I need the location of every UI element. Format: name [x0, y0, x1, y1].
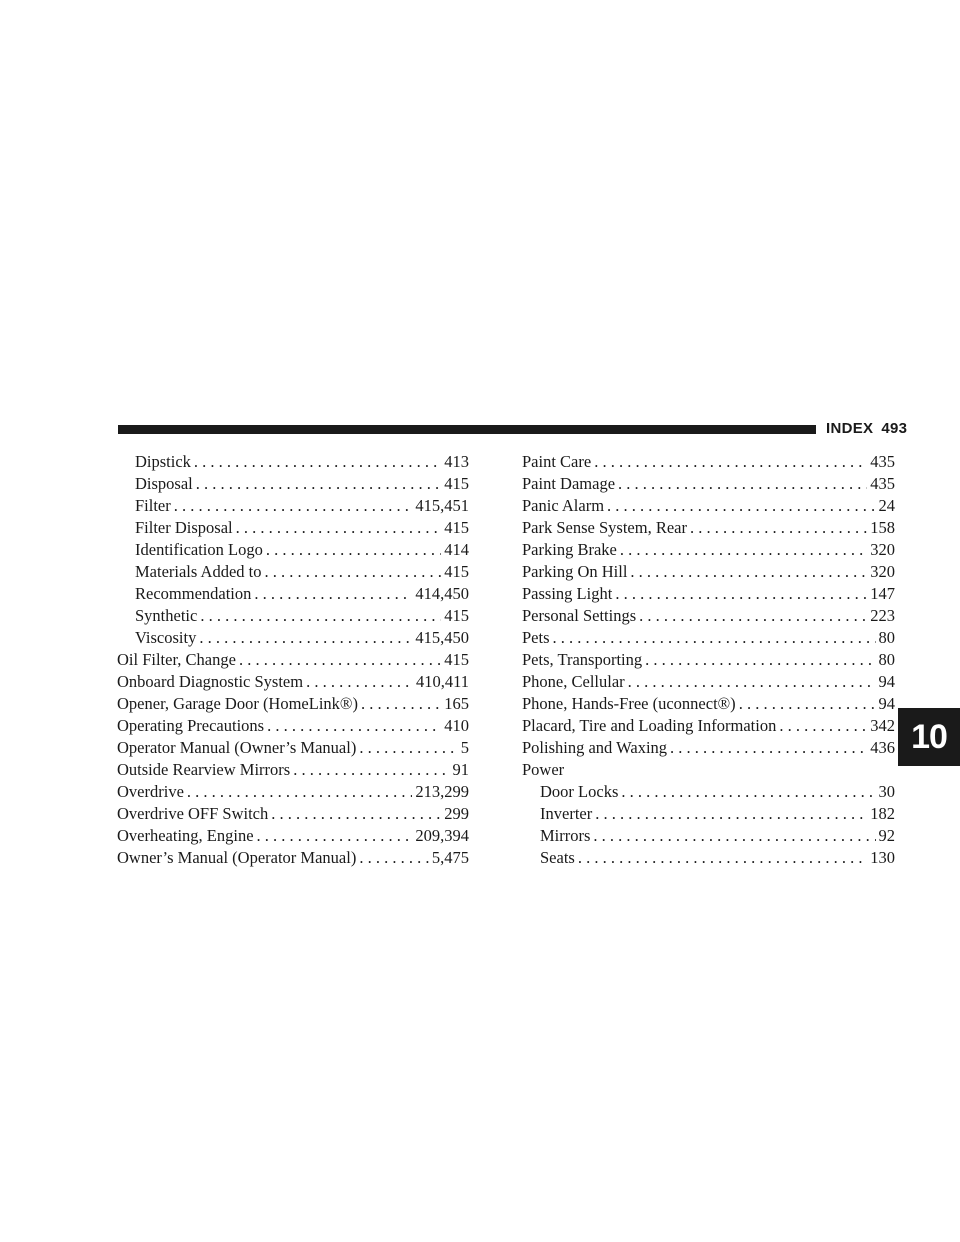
entry-pages: 410: [444, 716, 469, 735]
entry-pages: 80: [878, 628, 895, 647]
entry-label: Filter Disposal: [135, 518, 233, 537]
dot-leader: [593, 825, 875, 847]
dot-leader: [271, 803, 441, 825]
index-entry: [522, 715, 895, 737]
dot-leader: [594, 451, 867, 473]
entry-label: Filter: [135, 496, 171, 515]
entry-pages: 413: [444, 452, 469, 471]
running-header: [826, 420, 907, 437]
entry-pages: 299: [444, 804, 469, 823]
index-entry: [522, 451, 895, 473]
dot-leader: [670, 737, 867, 759]
entry-pages: 92: [878, 826, 895, 845]
index-entry: [522, 847, 895, 869]
dot-leader: [359, 737, 457, 759]
entry-label: Panic Alarm: [522, 496, 605, 515]
index-entry: [117, 517, 469, 539]
entry-pages: 414,450: [415, 584, 469, 603]
index-column-left: [117, 451, 469, 869]
entry-label: Placard, Tire and Loading Information: [522, 716, 777, 735]
dot-leader: [257, 825, 413, 847]
entry-label: Owner’s Manual (Operator Manual): [117, 848, 357, 867]
header-rule: [118, 425, 816, 434]
entry-pages: 80: [878, 650, 895, 669]
index-entry: [522, 517, 895, 539]
entry-pages: 5,475: [431, 848, 469, 867]
entry-pages: 213,299: [415, 782, 469, 801]
index-entry: [117, 627, 469, 649]
entry-pages: 94: [878, 694, 895, 713]
entry-label: Seats: [540, 848, 575, 867]
index-entry: [522, 495, 895, 517]
entry-label: Parking Brake: [522, 540, 617, 559]
entry-pages: 415: [444, 562, 469, 581]
entry-label: Polishing and Waxing: [522, 738, 668, 757]
dot-leader: [196, 473, 442, 495]
index-entry: [522, 561, 895, 583]
entry-pages: 320: [870, 562, 895, 581]
section-tab: 10: [898, 708, 960, 766]
dot-leader: [639, 605, 867, 627]
entry-pages: 165: [444, 694, 469, 713]
entry-pages: 30: [878, 782, 895, 801]
entry-label: Passing Light: [522, 584, 613, 603]
entry-pages: 158: [870, 518, 895, 537]
index-entry: [117, 825, 469, 847]
index-entry: [522, 539, 895, 561]
entry-label: Opener, Garage Door (HomeLink®): [117, 694, 358, 713]
entry-pages: 320: [870, 540, 895, 559]
index-entry: [522, 627, 895, 649]
index-entry: [522, 759, 895, 781]
index-entry: [522, 693, 895, 715]
entry-pages: 415: [444, 474, 469, 493]
header-label: INDEX: [826, 420, 874, 437]
dot-leader: [553, 627, 876, 649]
dot-leader: [621, 781, 875, 803]
dot-leader: [595, 803, 867, 825]
dot-leader: [628, 671, 876, 693]
entry-pages: 91: [452, 760, 469, 779]
index-entry: [117, 649, 469, 671]
index-entry: [117, 605, 469, 627]
index-entry: [117, 671, 469, 693]
entry-pages: 414: [444, 540, 469, 559]
entry-label: Synthetic: [135, 606, 198, 625]
index-entry: [117, 847, 469, 869]
entry-label: Operating Precautions: [117, 716, 265, 735]
dot-leader: [739, 693, 876, 715]
dot-leader: [239, 649, 441, 671]
dot-leader: [266, 539, 441, 561]
dot-leader: [293, 759, 449, 781]
index-entry: [522, 605, 895, 627]
dot-leader: [194, 451, 441, 473]
entry-pages: 182: [870, 804, 895, 823]
index-entry: [117, 495, 469, 517]
index-entry: [522, 583, 895, 605]
dot-leader: [199, 627, 412, 649]
index-entry: [117, 561, 469, 583]
index-entry: [522, 803, 895, 825]
entry-label: Pets, Transporting: [522, 650, 643, 669]
page-number: 493: [881, 420, 908, 437]
index-entry: [522, 649, 895, 671]
entry-label: Operator Manual (Owner’s Manual): [117, 738, 357, 757]
index-entry: [117, 737, 469, 759]
index-entry: [117, 451, 469, 473]
index-entry: [117, 473, 469, 495]
entry-label: Parking On Hill: [522, 562, 628, 581]
dot-leader: [306, 671, 413, 693]
entry-label: Power: [522, 760, 565, 779]
dot-leader: [615, 583, 867, 605]
entry-label: Phone, Cellular: [522, 672, 625, 691]
index-entry: [117, 539, 469, 561]
entry-label: Overdrive OFF Switch: [117, 804, 269, 823]
entry-label: Materials Added to: [135, 562, 262, 581]
entry-pages: 415: [444, 650, 469, 669]
entry-pages: 415: [444, 518, 469, 537]
index-column-right: [522, 451, 895, 869]
index-entry: [117, 583, 469, 605]
dot-leader: [779, 715, 867, 737]
entry-label: Viscosity: [135, 628, 197, 647]
index-entry: [522, 737, 895, 759]
index-entry: [522, 473, 895, 495]
dot-leader: [578, 847, 867, 869]
dot-leader: [618, 473, 867, 495]
entry-pages: 436: [870, 738, 895, 757]
entry-label: Identification Logo: [135, 540, 263, 559]
entry-pages: 130: [870, 848, 895, 867]
dot-leader: [607, 495, 875, 517]
index-entry: [522, 671, 895, 693]
entry-label: Mirrors: [540, 826, 591, 845]
entry-label: Phone, Hands-Free (uconnect®): [522, 694, 736, 713]
index-entry: [522, 781, 895, 803]
entry-pages: 435: [870, 452, 895, 471]
entry-label: Oil Filter, Change: [117, 650, 236, 669]
index-entry: [117, 803, 469, 825]
entry-pages: 24: [878, 496, 895, 515]
entry-pages: 342: [870, 716, 895, 735]
entry-pages: 415,451: [415, 496, 469, 515]
entry-pages: 435: [870, 474, 895, 493]
entry-label: Outside Rearview Mirrors: [117, 760, 291, 779]
entry-label: Dipstick: [135, 452, 191, 471]
entry-pages: 223: [870, 606, 895, 625]
dot-leader: [236, 517, 442, 539]
entry-pages: 94: [878, 672, 895, 691]
entry-pages: 209,394: [415, 826, 469, 845]
dot-leader: [359, 847, 429, 869]
index-entry: [117, 759, 469, 781]
dot-leader: [361, 693, 441, 715]
entry-label: Park Sense System, Rear: [522, 518, 687, 537]
index-entry: [117, 715, 469, 737]
entry-pages: 410,411: [415, 672, 469, 691]
entry-label: Inverter: [540, 804, 593, 823]
index-entry: [117, 693, 469, 715]
dot-leader: [187, 781, 412, 803]
entry-pages: 147: [870, 584, 895, 603]
dot-leader: [200, 605, 441, 627]
dot-leader: [267, 715, 441, 737]
dot-leader: [620, 539, 867, 561]
entry-label: Recommendation: [135, 584, 252, 603]
dot-leader: [254, 583, 412, 605]
entry-label: Personal Settings: [522, 606, 637, 625]
entry-label: Door Locks: [540, 782, 619, 801]
index-entry: [117, 781, 469, 803]
entry-pages: 415,450: [415, 628, 469, 647]
entry-label: Pets: [522, 628, 550, 647]
dot-leader: [174, 495, 413, 517]
dot-leader: [630, 561, 867, 583]
dot-leader: [690, 517, 867, 539]
entry-label: Overheating, Engine: [117, 826, 254, 845]
dot-leader: [645, 649, 875, 671]
entry-label: Disposal: [135, 474, 193, 493]
entry-pages: 415: [444, 606, 469, 625]
entry-label: Onboard Diagnostic System: [117, 672, 304, 691]
entry-label: Paint Damage: [522, 474, 616, 493]
entry-pages: 5: [460, 738, 469, 757]
dot-leader: [264, 561, 441, 583]
index-entry: [522, 825, 895, 847]
entry-label: Overdrive: [117, 782, 184, 801]
entry-label: Paint Care: [522, 452, 592, 471]
